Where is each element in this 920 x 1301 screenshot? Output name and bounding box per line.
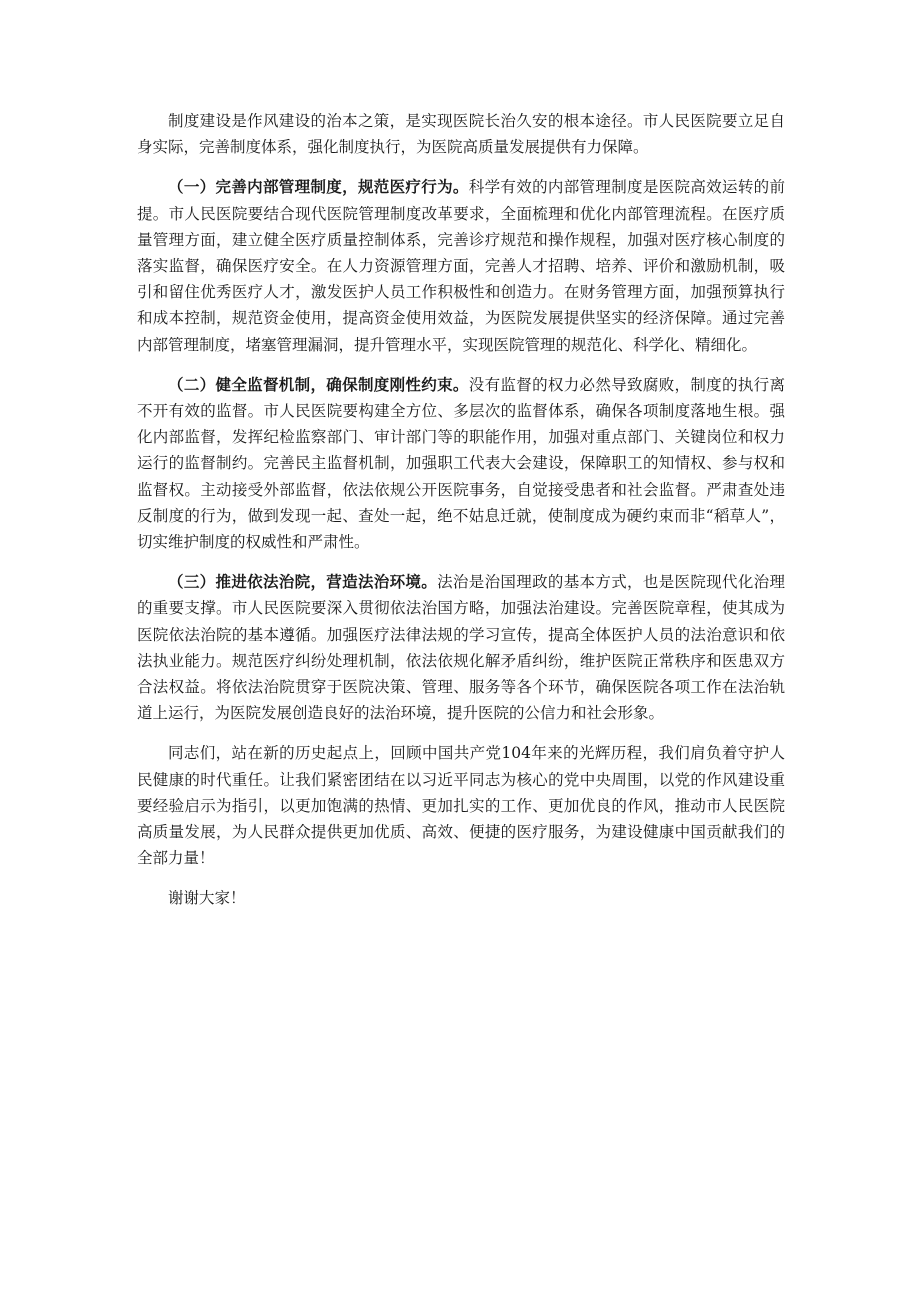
section-1-heading: （一）完善内部管理制度，规范医疗行为。 <box>168 178 469 197</box>
section-3-body: 法治是治国理政的基本方式，也是医院现代化治理的重要支撑。市人民医院要深入贯彻依法治国方略，加强法治建设。完善医院章程，使其成为医院依法治院的基本遵循。加强医疗法律法规的学习宣传，提高全体医护人员的法治意识和依法执业能力。规范医疗纠纷处理机制，依法依规化解矛盾纠纷，维护医院正常秩序和医患双方合法权益。将依法治院贯穿于医院决策、管理、服务等各个环节，确保医院各项工作在法治轨道上运行，为医院发展创造良好的法治环境，提升医院的公信力和社会形象。 <box>137 573 785 723</box>
section-2-heading: （二）健全监督机制，确保制度刚性约束。 <box>168 375 469 394</box>
section-1-paragraph <box>137 174 785 357</box>
conclusion-paragraph: 同志们，站在新的历史起点上，回顾中国共产党104年来的光辉历程，我们肩负着守护人民健康的时代重任。让我们紧密团结在以习近平同志为核心的党中央周围，以党的作风建设重要经验启示为指引，以更加饱满的热情、更加扎实的工作、更加优良的作风，推动市人民医院高质量发展，为人民群众提供更加优质、高效、便捷的医疗服务，为建设健康中国贡献我们的全部力量！ <box>137 744 785 868</box>
closing-line: 谢谢大家！ <box>168 889 246 908</box>
document-page <box>137 108 785 912</box>
section-2-paragraph <box>137 372 785 555</box>
section-3-paragraph <box>137 569 785 726</box>
section-3-heading: （三）推进依法治院，营造法治环境。 <box>168 573 438 592</box>
section-2-body: 没有监督的权力必然导致腐败，制度的执行离不开有效的监督。市人民医院要构建全方位、多层次的监督体系，确保各项制度落地生根。强化内部监督，发挥纪检监察部门、审计部门等的职能作用，加强对重点部门、关键岗位和权力运行的监督制约。完善民主监督机制，加强职工代表大会建设，保障职工的知情权、参与权和监督权。主动接受外部监督，依法依规公开医院事务，自觉接受患者和社会监督。严肃查处违反制度的行为，做到发现一起、查处一起，绝不姑息迁就，使制度成为硬约束而非“稻草人”，切实维护制度的权威性和严肃性。 <box>137 375 785 552</box>
intro-paragraph: 制度建设是作风建设的治本之策，是实现医院长治久安的根本途径。市人民医院要立足自身实际，完善制度体系，强化制度执行，为医院高质量发展提供有力保障。 <box>137 112 785 157</box>
section-1-body: 科学有效的内部管理制度是医院高效运转的前提。市人民医院要结合现代医院管理制度改革要求，全面梳理和优化内部管理流程。在医疗质量管理方面，建立健全医疗质量控制体系，完善诊疗规范和操作规程，加强对医疗核心制度的落实监督，确保医疗安全。在人力资源管理方面，完善人才招聘、培养、评价和激励机制，吸引和留住优秀医疗人才，激发医护人员工作积极性和创造力。在财务管理方面，加强预算执行和成本控制，规范资金使用，提高资金使用效益，为医院发展提供坚实的经济保障。通过完善内部管理制度，堵塞管理漏洞，提升管理水平，实现医院管理的规范化、科学化、精细化。 <box>137 178 785 354</box>
